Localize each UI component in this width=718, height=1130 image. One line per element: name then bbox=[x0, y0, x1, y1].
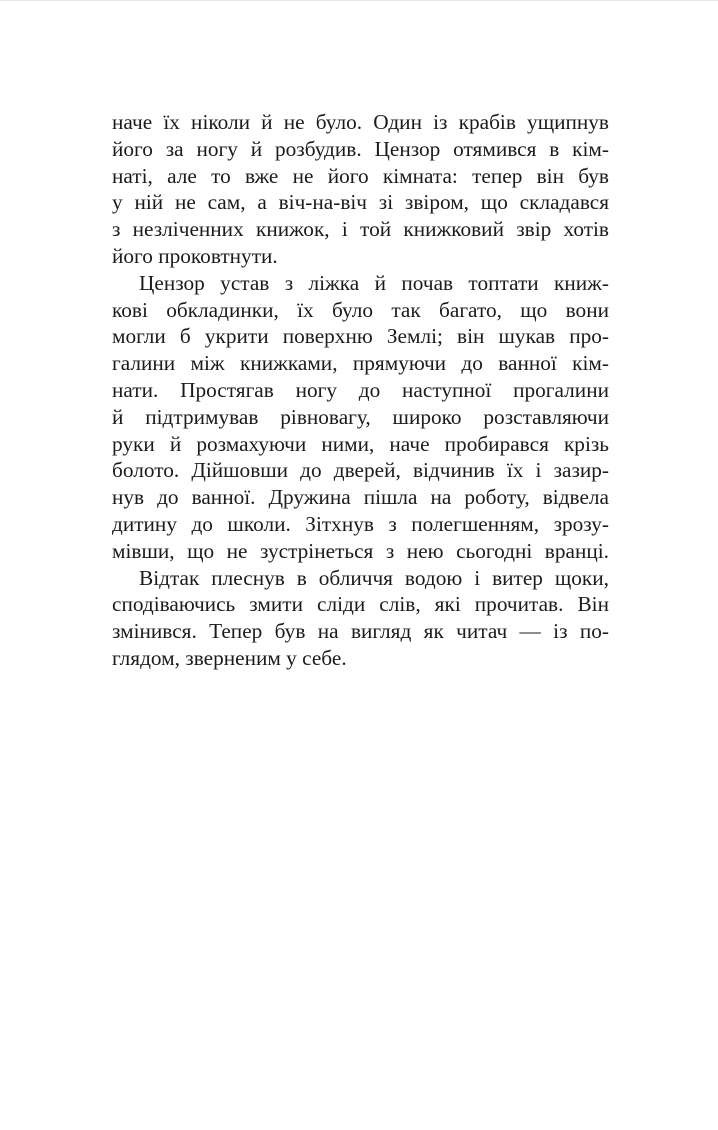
text-line: наче їх ніколи й не було. Один із крабів ущипнув bbox=[112, 110, 609, 134]
text-line: наті, але то вже не його кімната: тепер він був bbox=[112, 163, 609, 188]
text-line: кові обкладинки, їх було так багато, що вони bbox=[112, 297, 609, 322]
paragraph-2 bbox=[112, 270, 609, 565]
text-line: Відтак плеснув в обличчя водою і витер щоки, bbox=[139, 565, 609, 590]
text-line: його за ногу й розбудив. Цензор отямився в кім- bbox=[112, 136, 609, 161]
text-line: могли б укрити поверхню Землі; він шукав про- bbox=[112, 324, 609, 349]
text-line: болото. Дійшовши до дверей, відчинив їх і зазир- bbox=[112, 458, 609, 483]
text-line: у ній не сам, а віч-на-віч зі звіром, що складався bbox=[112, 190, 609, 215]
text-line: галини між книжками, прямуючи до ванної кім- bbox=[112, 351, 609, 376]
text-line: Цензор устав з ліжка й почав топтати книж- bbox=[139, 270, 609, 295]
top-border bbox=[0, 0, 718, 1]
page-body-text bbox=[112, 109, 609, 672]
text-line: руки й розмахуючи ними, наче пробирався крізь bbox=[112, 431, 609, 456]
text-line: його проковтнути. bbox=[112, 243, 278, 268]
text-line: нати. Простягав ногу до наступної прогалини bbox=[112, 377, 609, 402]
text-line: дитину до школи. Зітхнув з полегшенням, зрозу- bbox=[112, 511, 609, 536]
text-line: з незліченних книжок, і той книжковий звір хотів bbox=[112, 217, 609, 242]
text-line: нув до ванної. Дружина пішла на роботу, відвела bbox=[112, 485, 609, 510]
text-line: сподіваючись змити сліди слів, які прочитав. Він bbox=[112, 592, 609, 617]
paragraph-1 bbox=[112, 109, 609, 270]
text-line: мівши, що не зустрінеться з нею сьогодні вранці. bbox=[112, 538, 609, 563]
paragraph-3 bbox=[112, 565, 609, 672]
text-line: глядом, зверненим у себе. bbox=[112, 645, 347, 670]
text-line: й підтримував рівновагу, широко розставляючи bbox=[112, 404, 609, 429]
text-line: змінився. Тепер був на вигляд як читач — із по- bbox=[112, 619, 609, 644]
